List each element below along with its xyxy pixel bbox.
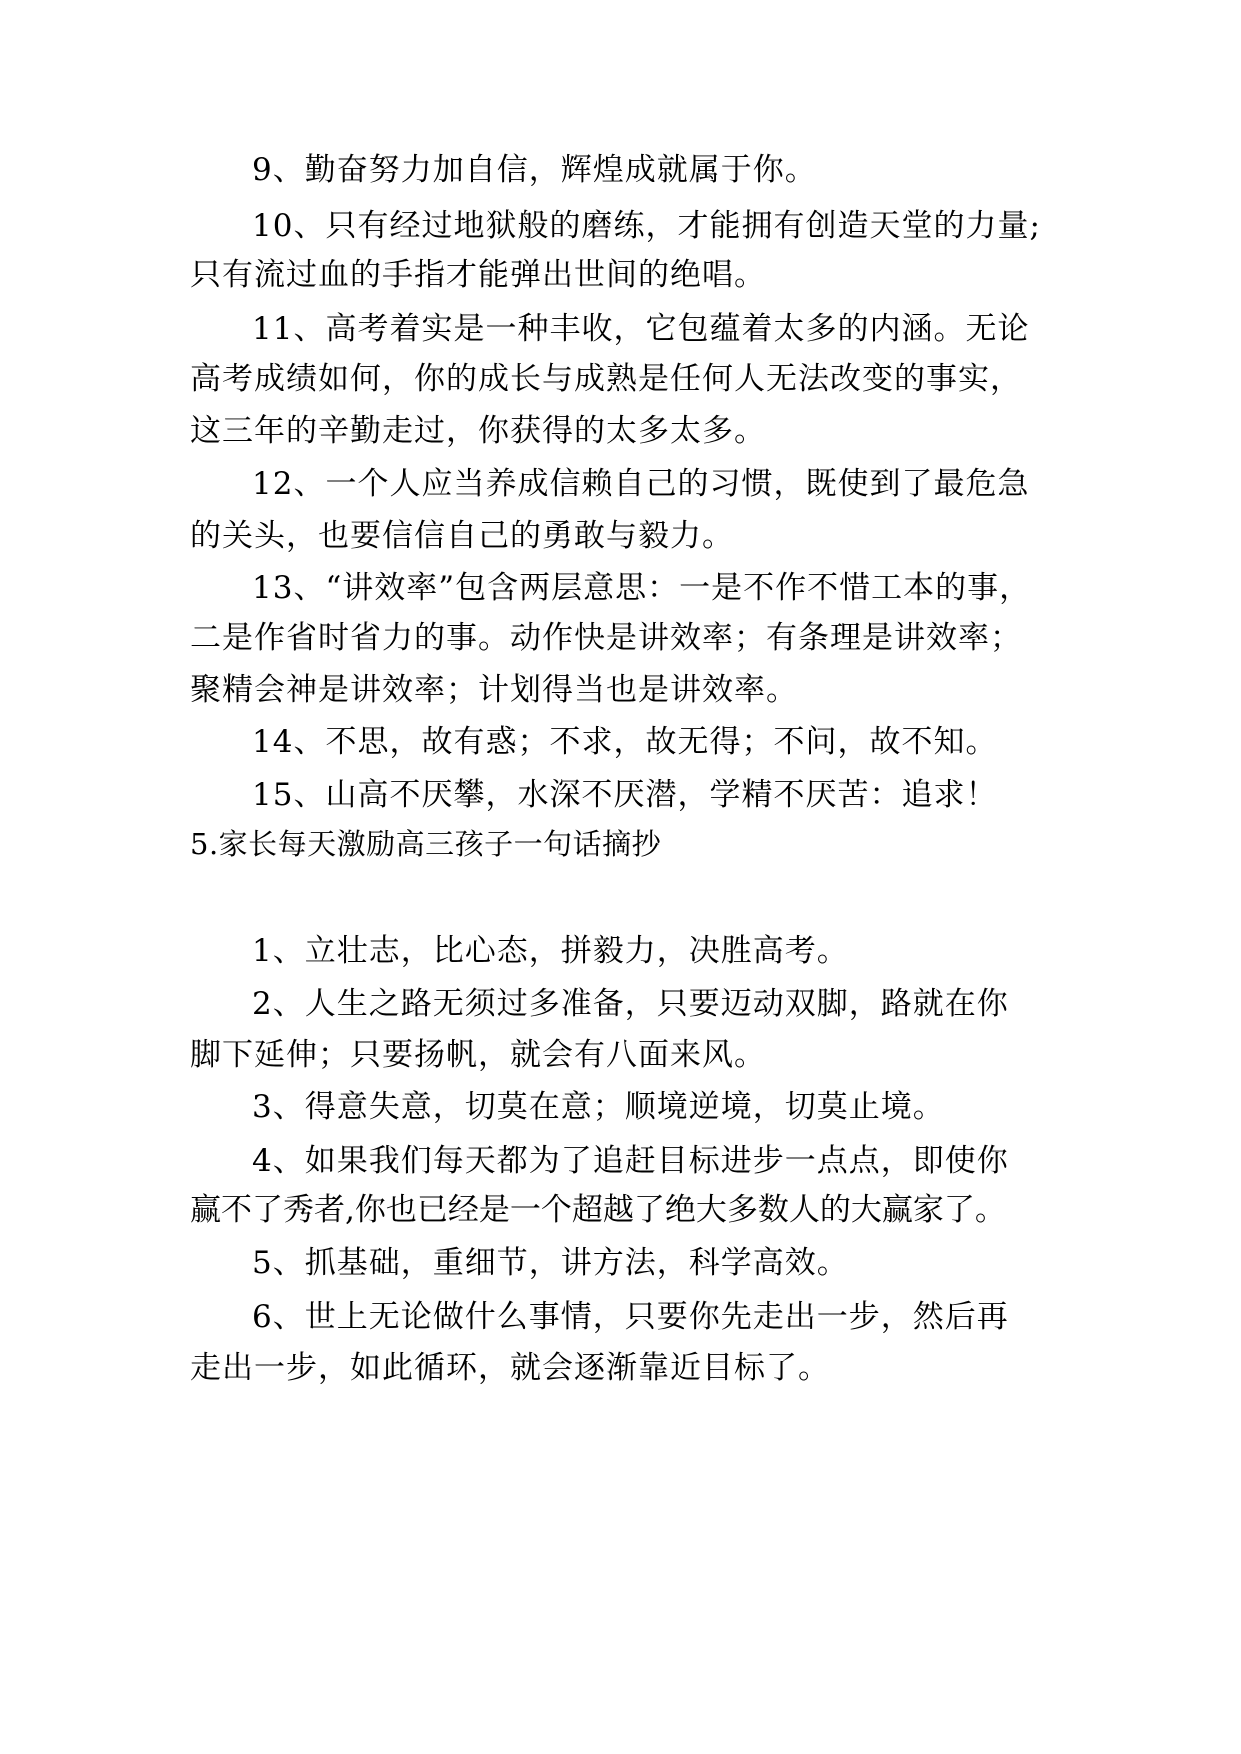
quote-item-11-line-3: 这三年的辛勤走过，你获得的太多太多。 [190, 413, 766, 449]
quote-item-10-line-1: 10、只有经过地狱般的磨练，才能拥有创造天堂的力量; [252, 208, 1041, 244]
quote-item-10-line-2: 只有流过血的手指才能弹出世间的绝唱。 [190, 257, 766, 293]
quote-item-11-line-2: 高考成绩如何，你的成长与成熟是任何人无法改变的事实， [190, 361, 1022, 397]
tip-item-3: 3、得意失意，切莫在意；顺境逆境，切莫止境。 [252, 1089, 945, 1125]
quote-item-11-line-1: 11、高考着实是一种丰收，它包蕴着太多的内涵。无论 [252, 311, 1030, 347]
tip-item-2-line-2: 脚下延伸；只要扬帆，就会有八面来风。 [190, 1037, 766, 1073]
quote-item-13-line-3: 聚精会神是讲效率；计划得当也是讲效率。 [190, 672, 798, 708]
quote-item-14: 14、不思，故有惑；不求，故无得；不问，故不知。 [252, 724, 998, 760]
tip-item-1: 1、立壮志，比心态，拼毅力，决胜高考。 [252, 933, 849, 969]
tip-item-4-line-2: 赢不了秀者,你也已经是一个超越了绝大多数人的大赢家了。 [190, 1192, 1006, 1228]
quote-item-13-line-1: 13、“讲效率”包含两层意思：一是不作不惜工本的事， [252, 570, 1032, 606]
tip-item-6-line-1: 6、世上无论做什么事情，只要你先走出一步，然后再 [252, 1299, 1009, 1335]
tip-item-2-line-1: 2、人生之路无须过多准备，只要迈动双脚，路就在你 [252, 986, 1009, 1022]
tip-item-5: 5、抓基础，重细节，讲方法，科学高效。 [252, 1245, 849, 1281]
quote-item-9: 9、勤奋努力加自信，辉煌成就属于你。 [252, 152, 817, 188]
tip-item-4-line-1: 4、如果我们每天都为了追赶目标进步一点点，即使你 [252, 1143, 1009, 1179]
quote-item-12-line-1: 12、一个人应当养成信赖自己的习惯，既使到了最危急 [252, 466, 1030, 502]
section-heading-5: 5.家长每天激励高三孩子一句话摘抄 [190, 827, 662, 861]
tip-item-6-line-2: 走出一步，如此循环，就会逐渐靠近目标了。 [190, 1350, 830, 1386]
quote-item-12-line-2: 的关头，也要信信自己的勇敢与毅力。 [190, 518, 734, 554]
quote-item-15: 15、山高不厌攀，水深不厌潜，学精不厌苦：追求！ [252, 777, 998, 813]
quote-item-13-line-2: 二是作省时省力的事。动作快是讲效率；有条理是讲效率； [190, 620, 1022, 656]
